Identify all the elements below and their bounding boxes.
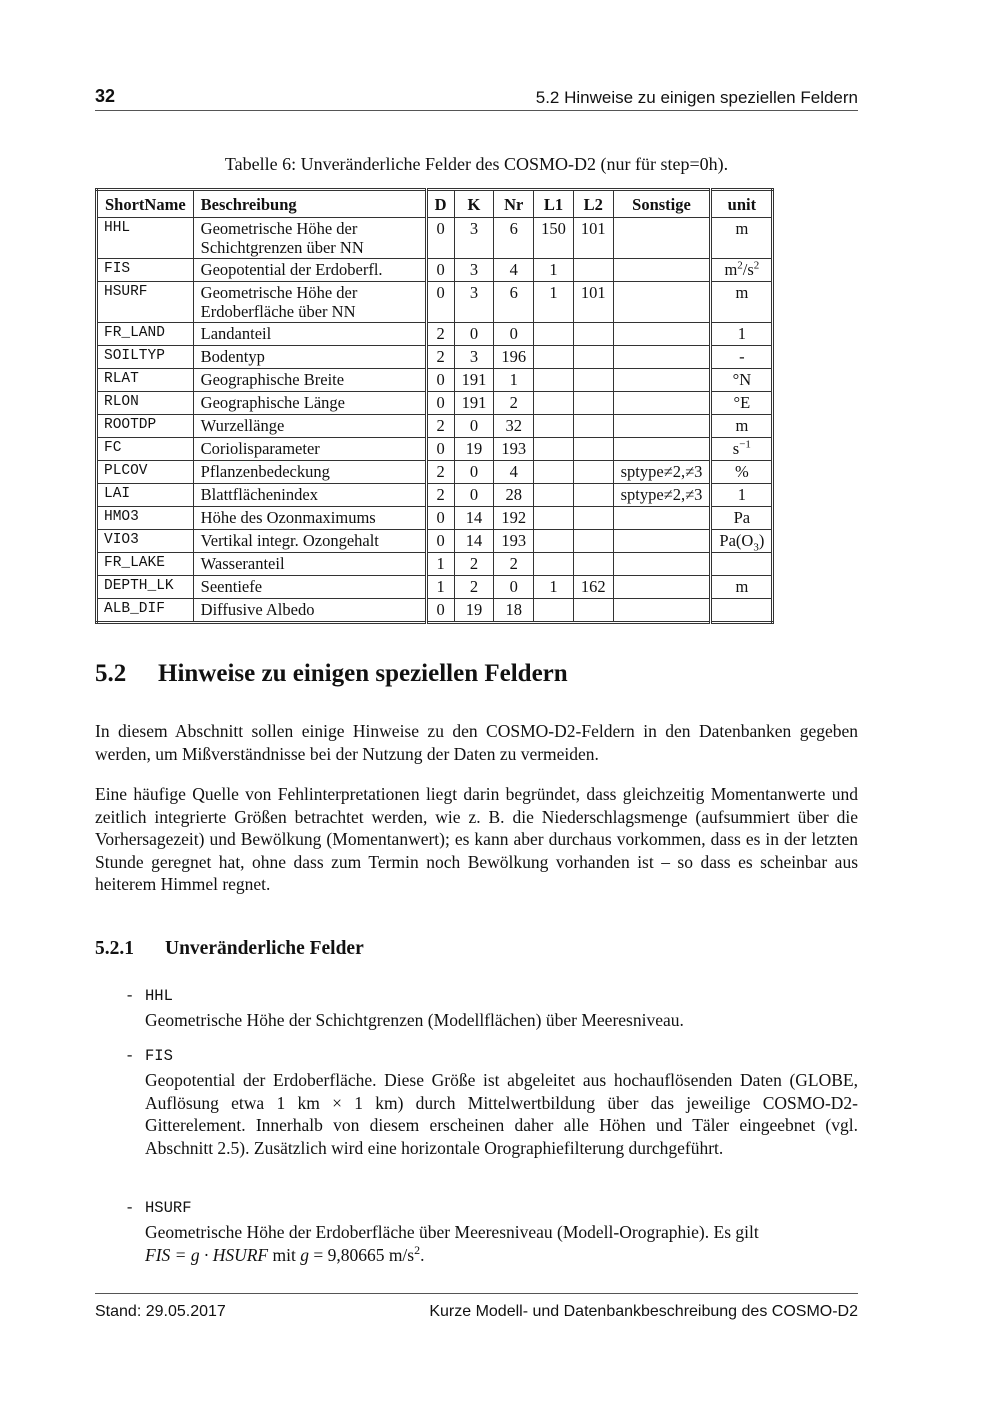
table-row [97, 415, 773, 438]
cell-desc: Bodentyp [193, 346, 426, 369]
table-row [97, 461, 773, 484]
paragraph: Eine häufige Quelle von Fehlinterpretationen liegt darin begründet, dass gleichzeitig Momentanwerte und zeitlich integrierte Größen betrachtet werden, wie z. B. die Niederschlagsmenge (aufsummiert über die Vorhersagezeit) und Bewölkung (Momentanwert); es kann aber durchaus vorkommen, dass es in der letzten Stunde geregnet hat, ohne dass zum Termin noch Bewölkung vorhanden ist – so dass es scheinbar aus heiterem Himmel regnet. [95, 784, 858, 894]
cell-d: 0 [426, 438, 454, 461]
cell-l1: 150 [534, 218, 574, 259]
cell-other [613, 530, 711, 553]
cell-desc: Diffusive Albedo [193, 599, 426, 623]
cell-k: 3 [454, 282, 494, 323]
cell-desc: Blattflächenindex [193, 484, 426, 507]
cell-l1 [534, 599, 574, 623]
cell-other [613, 599, 711, 623]
cell-short: PLCOV [97, 461, 194, 484]
cell-nr: 193 [494, 438, 534, 461]
cell-unit: $Pa(O_3)$ [711, 530, 773, 553]
cell-desc: Pflanzenbedeckung [193, 461, 426, 484]
cell-k: 14 [454, 530, 494, 553]
table-row [97, 392, 773, 415]
cell-nr: 4 [494, 259, 534, 282]
field-description: Geopotential der Erdoberfläche. Diese Größe ist abgeleitet aus hochauflösenden Daten (GLOBE, Auflösung etwa 1 km × 1 km) durch Mittelwertbildung über das jeweilige COSMO-D2-Gitterelement. Innerhalb von diesem erscheinen daher alle Höhen und Täler eingeebnet (vgl. Abschnitt 2.5). Zusätzlich wird eine horizontale Orographiefilterung durchgeführt. [145, 1070, 858, 1158]
col-header: Nr [494, 190, 534, 218]
cell-l2 [573, 438, 613, 461]
fields-table [95, 188, 774, 624]
cell-nr: 192 [494, 507, 534, 530]
cell-l1 [534, 323, 574, 346]
cell-other [613, 415, 711, 438]
cell-k: 3 [454, 218, 494, 259]
cell-l1 [534, 369, 574, 392]
cell-unit: Pa [711, 507, 773, 530]
col-header: unit [711, 190, 773, 218]
cell-unit: m [711, 415, 773, 438]
cell-l2: 101 [573, 282, 613, 323]
table-row [97, 507, 773, 530]
cell-short: VIO3 [97, 530, 194, 553]
cell-k: 3 [454, 346, 494, 369]
cell-l1 [534, 346, 574, 369]
cell-desc: Geographische Länge [193, 392, 426, 415]
cell-k: 19 [454, 599, 494, 623]
cell-unit [711, 553, 773, 576]
cell-nr: 4 [494, 461, 534, 484]
subsection-title-text: Unveränderliche Felder [165, 938, 364, 959]
cell-d: 0 [426, 392, 454, 415]
cell-short: HMO3 [97, 507, 194, 530]
cell-k: 191 [454, 369, 494, 392]
cell-nr: 196 [494, 346, 534, 369]
cell-other: sptype≠2,≠3 [613, 461, 711, 484]
col-header: L2 [573, 190, 613, 218]
cell-nr: 2 [494, 392, 534, 415]
cell-l2: 101 [573, 218, 613, 259]
field-description-text: Geometrische Höhe der Erdoberfläche über Meeresniveau (Modell-Orographie). Es gilt [145, 1222, 759, 1242]
cell-nr: 6 [494, 282, 534, 323]
running-header: 5.2 Hinweise zu einigen speziellen Feldern [535, 88, 858, 107]
cell-desc: Vertikal integr. Ozongehalt [193, 530, 426, 553]
cell-d: 2 [426, 484, 454, 507]
cell-k: 2 [454, 576, 494, 599]
col-header: Beschreibung [193, 190, 426, 218]
cell-short: SOILTYP [97, 346, 194, 369]
cell-short: HHL [97, 218, 194, 259]
cell-short: ROOTDP [97, 415, 194, 438]
cell-l2: 162 [573, 576, 613, 599]
cell-l2 [573, 484, 613, 507]
footer-rule [95, 1293, 858, 1294]
cell-l1 [534, 392, 574, 415]
cell-d: 0 [426, 530, 454, 553]
cell-l1 [534, 507, 574, 530]
cell-k: 2 [454, 553, 494, 576]
cell-l1 [534, 530, 574, 553]
cell-desc: Geopotential der Erdoberfl. [193, 259, 426, 282]
page-number: 32 [95, 86, 116, 106]
cell-l1 [534, 484, 574, 507]
cell-l1 [534, 415, 574, 438]
cell-k: 0 [454, 415, 494, 438]
cell-other [613, 576, 711, 599]
cell-unit [711, 599, 773, 623]
cell-l2 [573, 392, 613, 415]
cell-short: DEPTH_LK [97, 576, 194, 599]
field-description: Geometrische Höhe der Schichtgrenzen (Modellflächen) über Meeresniveau. [145, 1010, 684, 1030]
subsection-number: 5.2.1 [95, 938, 134, 959]
cell-l1 [534, 438, 574, 461]
cell-nr: 32 [494, 415, 534, 438]
cell-unit: °E [711, 392, 773, 415]
cell-short: HSURF [97, 282, 194, 323]
cell-l1: 1 [534, 282, 574, 323]
cell-other: sptype≠2,≠3 [613, 484, 711, 507]
cell-other [613, 553, 711, 576]
cell-desc: Höhe des Ozonmaximums [193, 507, 426, 530]
table-row [97, 599, 773, 623]
cell-desc: Geographische Breite [193, 369, 426, 392]
cell-nr: 6 [494, 218, 534, 259]
cell-unit: m [711, 218, 773, 259]
table-row [97, 438, 773, 461]
cell-short: FR_LAKE [97, 553, 194, 576]
cell-unit: 1 [711, 323, 773, 346]
cell-l1: 1 [534, 259, 574, 282]
cell-desc: Geometrische Höhe der Erdoberfläche über NN [193, 282, 426, 323]
cell-desc: Geometrische Höhe der Schichtgrenzen über NN [193, 218, 426, 259]
table-row [97, 218, 773, 259]
footer-title: Kurze Modell- und Datenbankbeschreibung des COSMO-D2 [429, 1303, 858, 1320]
cell-short: FR_LAND [97, 323, 194, 346]
table-caption: Tabelle 6: Unveränderliche Felder des COSMO-D2 (nur für step=0h). [224, 154, 729, 174]
table-row [97, 259, 773, 282]
table-row [97, 323, 773, 346]
table-header-row [97, 190, 773, 218]
field-name: HHL [145, 987, 173, 1005]
cell-l1: 1 [534, 576, 574, 599]
cell-other [613, 323, 711, 346]
cell-short: FC [97, 438, 194, 461]
cell-unit: $m^2/s^2$ [711, 259, 773, 282]
paragraph: In diesem Abschnitt sollen einige Hinweise zu den COSMO-D2-Feldern in den Datenbanken gegeben werden, um Mißverständnisse bei der Nutzung der Daten zu vermeiden. [95, 721, 858, 764]
cell-l2 [573, 553, 613, 576]
cell-nr: 193 [494, 530, 534, 553]
cell-d: 0 [426, 369, 454, 392]
section-title [95, 660, 568, 688]
cell-desc: Landanteil [193, 323, 426, 346]
col-header: Sonstige [613, 190, 711, 218]
cell-k: 19 [454, 438, 494, 461]
cell-d: 2 [426, 461, 454, 484]
formula: FIS = g · HSURF mit g = 9,80665 $m/s^2$. [145, 1242, 425, 1265]
cell-other [613, 438, 711, 461]
cell-other [613, 282, 711, 323]
cell-nr: 0 [494, 576, 534, 599]
cell-nr: 0 [494, 323, 534, 346]
cell-k: 3 [454, 259, 494, 282]
cell-nr: 28 [494, 484, 534, 507]
cell-other [613, 218, 711, 259]
cell-l2 [573, 346, 613, 369]
cell-short: RLON [97, 392, 194, 415]
cell-desc: Coriolisparameter [193, 438, 426, 461]
table-row [97, 553, 773, 576]
cell-d: 2 [426, 346, 454, 369]
cell-d: 1 [426, 576, 454, 599]
cell-l2 [573, 415, 613, 438]
col-header: D [426, 190, 454, 218]
cell-desc: Wurzellänge [193, 415, 426, 438]
bullet-dash: - [125, 987, 135, 1005]
cell-k: 0 [454, 323, 494, 346]
col-header: K [454, 190, 494, 218]
cell-d: 1 [426, 553, 454, 576]
cell-d: 0 [426, 507, 454, 530]
cell-l2 [573, 369, 613, 392]
cell-k: 0 [454, 461, 494, 484]
table-row [97, 530, 773, 553]
cell-d: 0 [426, 259, 454, 282]
bullet-dash: - [125, 1199, 135, 1217]
cell-d: 0 [426, 599, 454, 623]
cell-unit: % [711, 461, 773, 484]
cell-k: 0 [454, 484, 494, 507]
cell-short: ALB_DIF [97, 599, 194, 623]
cell-other [613, 259, 711, 282]
cell-k: 14 [454, 507, 494, 530]
cell-l2 [573, 461, 613, 484]
field-description [145, 1221, 858, 1266]
cell-l2 [573, 530, 613, 553]
bullet-dash: - [125, 1047, 135, 1065]
cell-unit: 1 [711, 484, 773, 507]
cell-l2 [573, 599, 613, 623]
cell-l1 [534, 553, 574, 576]
cell-unit: °N [711, 369, 773, 392]
cell-other [613, 507, 711, 530]
subsection-title [95, 938, 364, 960]
table-row [97, 369, 773, 392]
cell-l2 [573, 259, 613, 282]
cell-d: 2 [426, 323, 454, 346]
table-row [97, 346, 773, 369]
col-header: L1 [534, 190, 574, 218]
cell-d: 2 [426, 415, 454, 438]
cell-other [613, 346, 711, 369]
cell-unit: m [711, 576, 773, 599]
footer-date: Stand: 29.05.2017 [95, 1303, 226, 1320]
cell-k: 191 [454, 392, 494, 415]
cell-short: RLAT [97, 369, 194, 392]
cell-l2 [573, 507, 613, 530]
table-row [97, 282, 773, 323]
cell-unit: m [711, 282, 773, 323]
section-number: 5.2 [95, 660, 127, 687]
field-name: HSURF [145, 1199, 192, 1217]
header-rule [95, 110, 858, 111]
col-header: ShortName [97, 190, 194, 218]
cell-l1 [534, 461, 574, 484]
section-title-text: Hinweise zu einigen speziellen Feldern [158, 660, 568, 687]
cell-desc: Seentiefe [193, 576, 426, 599]
cell-other [613, 369, 711, 392]
cell-short: LAI [97, 484, 194, 507]
cell-unit: - [711, 346, 773, 369]
cell-nr: 2 [494, 553, 534, 576]
cell-unit: $s^{-1}$ [711, 438, 773, 461]
cell-d: 0 [426, 218, 454, 259]
table-row [97, 484, 773, 507]
cell-l2 [573, 323, 613, 346]
field-name: FIS [145, 1047, 173, 1065]
cell-other [613, 392, 711, 415]
cell-d: 0 [426, 282, 454, 323]
table-row [97, 576, 773, 599]
cell-short: FIS [97, 259, 194, 282]
cell-nr: 18 [494, 599, 534, 623]
cell-nr: 1 [494, 369, 534, 392]
cell-desc: Wasseranteil [193, 553, 426, 576]
